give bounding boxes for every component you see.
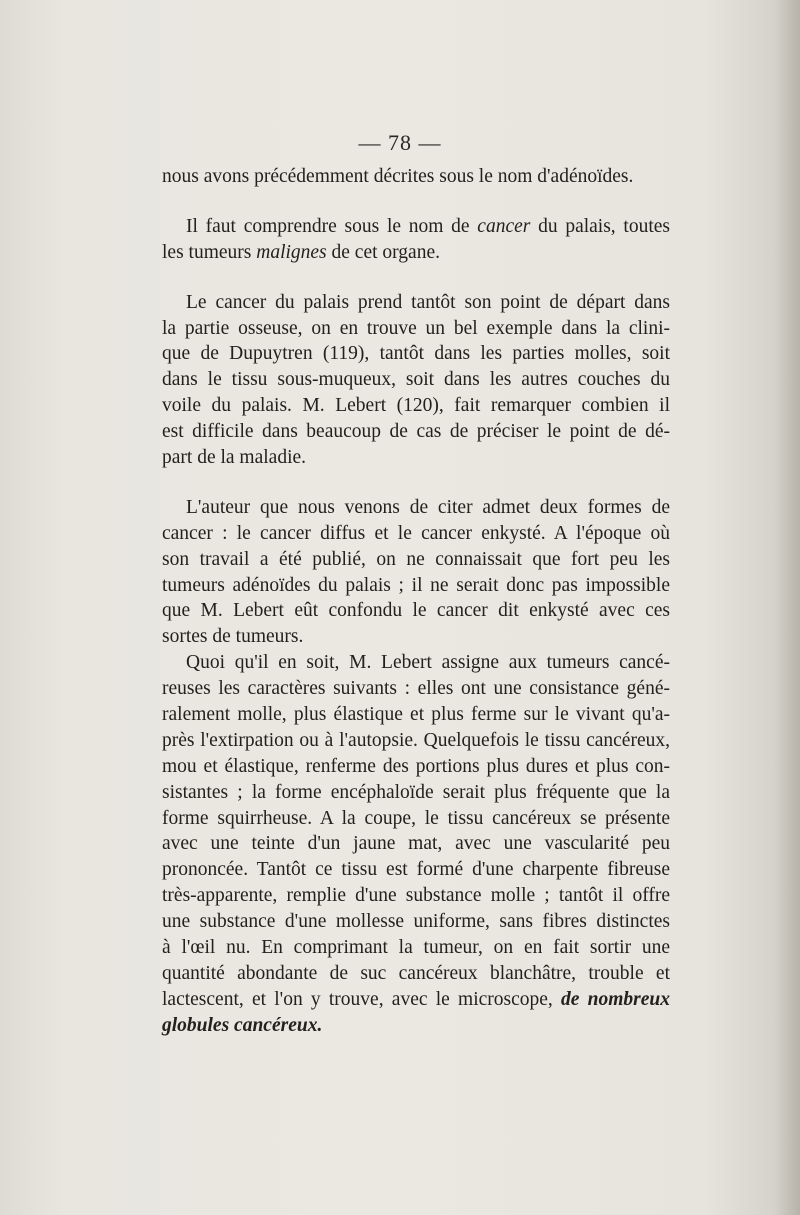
text-line: ralement molle, plus élastique et plus ferme sur le vivant qu'a-	[162, 704, 670, 726]
text-line: quantité abondante de suc cancéreux blanchâtre, trouble et	[162, 962, 670, 984]
text-line: avec une teinte d'un jaune mat, avec une vascularité peu	[162, 833, 670, 855]
italic-term: cancer	[477, 215, 531, 237]
text-line: L'auteur que nous venons de citer admet deux formes de	[186, 496, 670, 518]
text-line: part de la maladie.	[162, 447, 307, 469]
italic-term: malignes	[256, 241, 327, 263]
paragraph-gap	[162, 190, 670, 214]
text-line: Le cancer du palais prend tantôt son point de départ dans	[186, 291, 670, 313]
text-line: mou et élastique, renferme des portions plus dures et plus con-	[162, 755, 670, 777]
body-text	[162, 164, 670, 1039]
text-line: à l'œil nu. En comprimant la tumeur, on en fait sortir une	[162, 937, 670, 959]
text-line: lactescent, et l'on y trouve, avec le microscope, de nombreux	[162, 988, 670, 1010]
text-line: cancer : le cancer diffus et le cancer enkysté. A l'époque où	[162, 522, 670, 544]
text-line: près l'extirpation ou à l'autopsie. Quelquefois le tissu cancéreux,	[162, 729, 670, 751]
text-line: est difficile dans beaucoup de cas de préciser le point de dé-	[162, 421, 670, 443]
text-line: les tumeurs malignes de cet organe.	[162, 241, 440, 263]
text-line: voile du palais. M. Lebert (120), fait remarquer combien il	[162, 395, 670, 417]
text-line: prononcée. Tantôt ce tissu est formé d'une charpente fibreuse	[162, 859, 670, 881]
text-line: forme squirrheuse. A la coupe, le tissu cancéreux se présente	[162, 807, 670, 829]
text-line	[162, 1013, 670, 1039]
text-line: sistantes ; la forme encéphaloïde serait plus fréquente que la	[162, 781, 670, 803]
page-edge-shadow	[774, 0, 800, 1215]
text-line: Il faut comprendre sous le nom de cancer du palais, toutes	[186, 215, 670, 237]
emphasized-term: de nombreux	[561, 988, 670, 1010]
text-line: nous avons précédemment décrites sous le nom d'adénoïdes.	[162, 166, 634, 187]
paragraph-gap	[162, 266, 670, 290]
page-number: — 78 —	[358, 130, 442, 155]
text-line: tumeurs adénoïdes du palais ; il ne serait donc pas impossible	[162, 574, 670, 596]
emphasized-term: globules cancéreux.	[162, 1014, 323, 1036]
text-line: que de Dupuytren (119), tantôt dans les parties molles, soit	[162, 343, 670, 365]
text-line: son travail a été publié, on ne connaissait que fort peu les	[162, 548, 670, 570]
text-line: que M. Lebert eût confondu le cancer dit enkysté avec ces	[162, 600, 670, 622]
text-line: sortes de tumeurs.	[162, 626, 304, 648]
text-line: une substance d'une mollesse uniforme, sans fibres distinctes	[162, 911, 670, 933]
text-line: reuses les caractères suivants : elles ont une consistance géné-	[162, 678, 670, 700]
text-line: très-apparente, remplie d'une substance molle ; tantôt il offre	[162, 885, 670, 907]
text-line: dans le tissu sous-muqueux, soit dans les autres couches du	[162, 369, 670, 391]
paragraph-gap	[162, 471, 670, 495]
text-line: Quoi qu'il en soit, M. Lebert assigne aux tumeurs cancé-	[186, 652, 670, 674]
text-line: la partie osseuse, on en trouve un bel exemple dans la clini-	[162, 317, 670, 339]
